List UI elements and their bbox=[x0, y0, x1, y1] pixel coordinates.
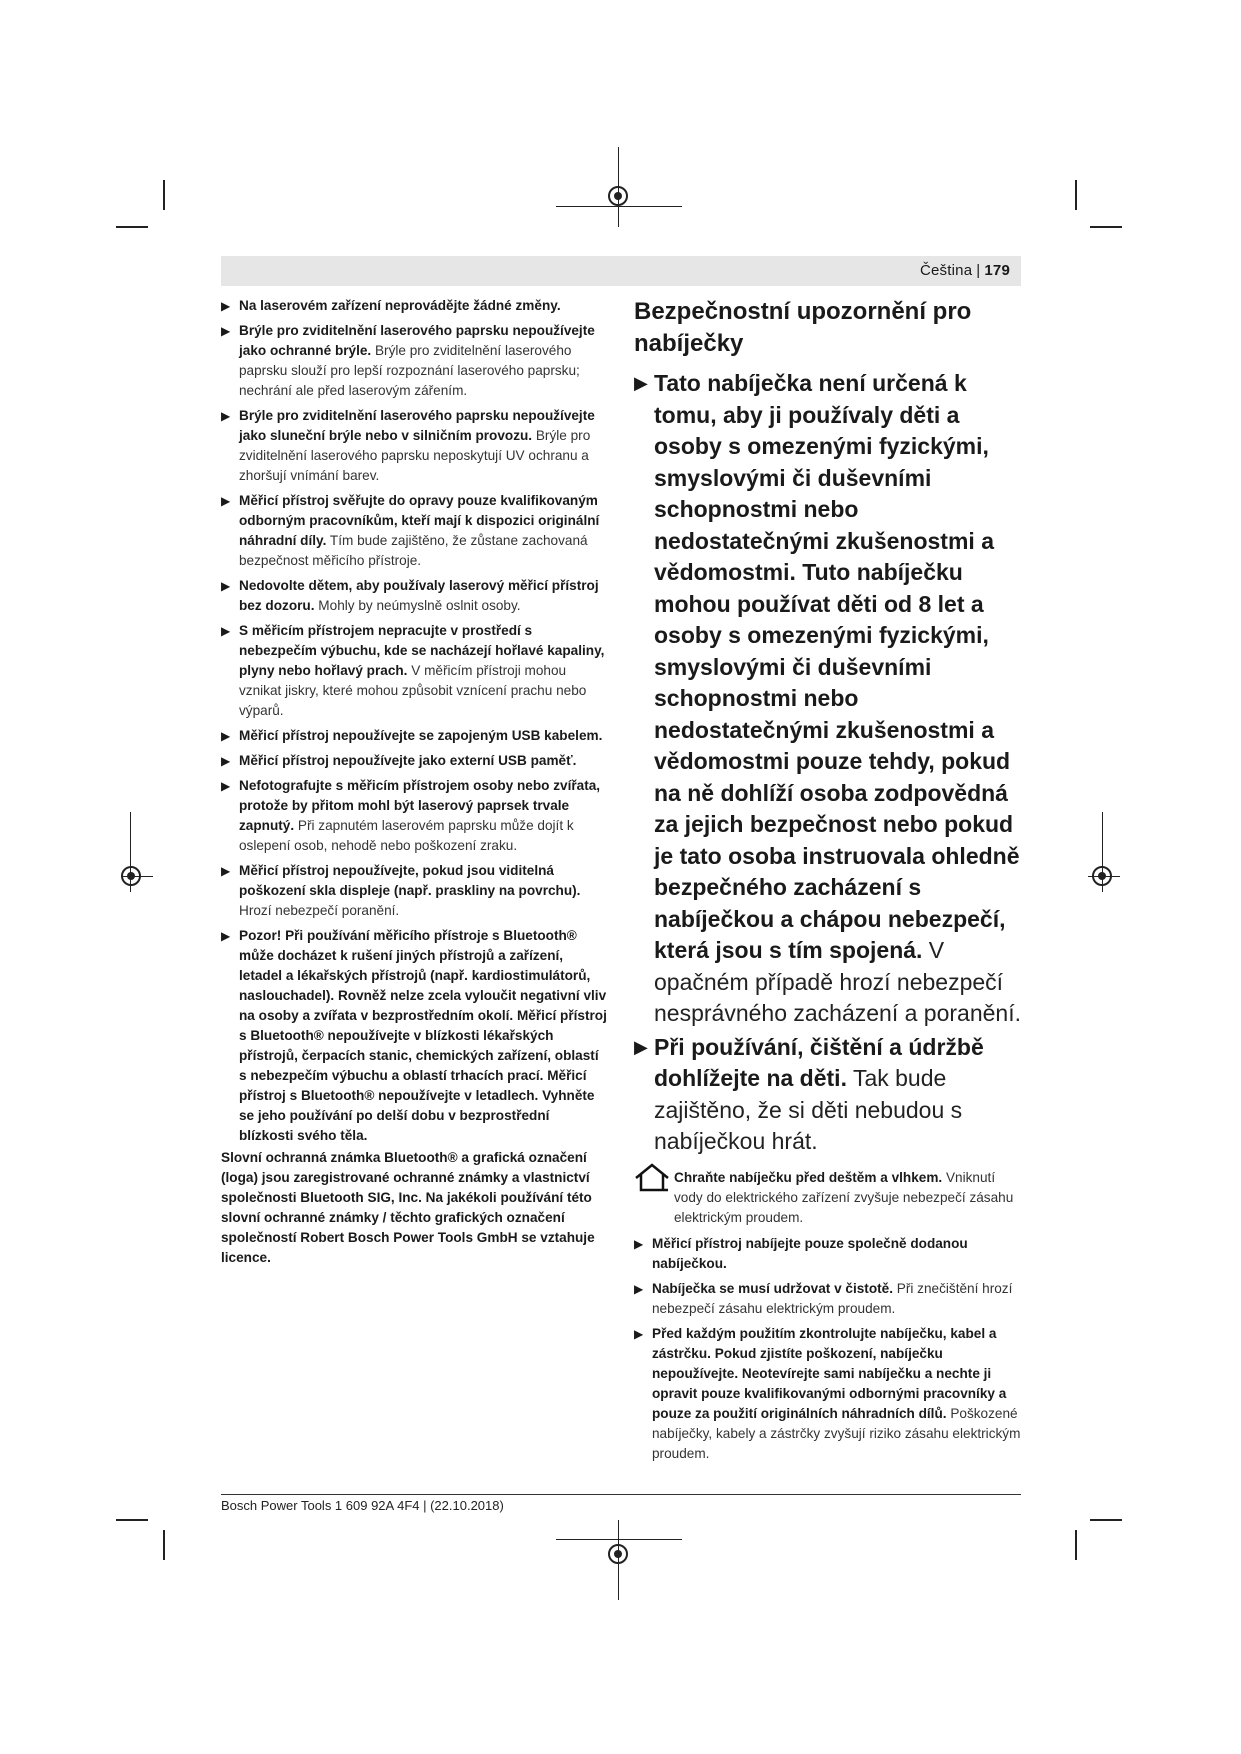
bullet-arrow-icon: ▶ bbox=[221, 409, 231, 423]
charger-warning-item: ▶ Tato nabíječka není určená k tomu, aby ji používaly děti a osoby s omezenými fyzickými, smyslovými či duševními schopnostmi nebo nedostatečnými zkušenostmi a vědomostmi. Tuto nabíječku mohou používat děti od 8 let a osoby s omezenými fyzickými, smyslovými či duševními schopnostmi nebo nedostatečnými zkušenostmi a vědomostmi pouze tehdy, pokud na ně dohlíží osoba zodpovědná za jejich bezpečnost nebo pokud je tato osoba instruovala ohledně bezpečného zacházení s nabíječkou a chápou nebezpečí, která jsou s tím spojená. V opačném případě hrozí nebezpečí nesprávného zacházení a poranění. bbox=[634, 370, 1021, 1026]
bullet-arrow-icon: ▶ bbox=[221, 624, 231, 638]
crop-mark bbox=[1090, 226, 1122, 228]
registration-mark-icon bbox=[608, 186, 628, 206]
header-bar bbox=[221, 256, 1021, 286]
crop-mark bbox=[556, 206, 682, 207]
crop-mark bbox=[116, 1519, 148, 1521]
page-number: 179 bbox=[984, 262, 1010, 279]
safety-item: ▶ Měřicí přístroj nepoužívejte jako externí USB paměť. bbox=[221, 751, 607, 771]
bullet-arrow-icon: ▶ bbox=[221, 929, 231, 943]
bullet-arrow-icon: ▶ bbox=[221, 494, 231, 508]
house-indoor-use-icon bbox=[634, 1162, 670, 1192]
registration-mark-icon bbox=[1092, 866, 1112, 886]
crop-mark bbox=[556, 1539, 682, 1540]
charger-small-list bbox=[634, 1234, 1024, 1464]
safety-item: ▶ Brýle pro zviditelnění laserového paprsku nepoužívejte jako sluneční brýle nebo v silničním provozu. Brýle pro zviditelnění laserového paprsku neposkytují UV ochranu a zhoršují vnímání barev. bbox=[221, 408, 595, 483]
crop-mark bbox=[116, 226, 148, 228]
charger-item: ▶ Měřicí přístroj nabíjejte pouze společně dodanou nabíječkou. bbox=[634, 1235, 968, 1271]
crop-mark bbox=[1075, 180, 1077, 210]
right-column bbox=[634, 296, 1024, 1469]
safety-item: ▶ Pozor! Při používání měřicího přístroje s Bluetooth® může docházet k rušení jiných přístrojů a zařízení, letadel a lékařských přístrojů (např. kardiostimulátorů, naslouchadel). Rovněž nelze zcela vyloučit negativní vliv na osoby a zvířata v bezprostředním okolí. Měřicí přístroj s Bluetooth® nepoužívejte v blízkosti lékařských přístrojů, čerpacích stanic, chemických zařízení, oblastí s nebezpečím výbuchu a oblastí trhacích prací. Měřicí přístroj s Bluetooth® nepoužívejte v letadlech. Vyhněte se jeho používání po delší dobu v bezprostřední blízkosti svého těla. bbox=[221, 928, 607, 1143]
safety-item: ▶ S měřicím přístrojem nepracujte v prostředí s nebezpečím výbuchu, kde se nacházejí hořlavé kapaliny, plyny nebo hořlavý prach. V měřicím přístroji mohou vznikat jiskry, které mohou způsobit vznícení prachu nebo výparů. bbox=[221, 623, 605, 718]
charger-item: ▶ Nabíječka se musí udržovat v čistotě. Při znečištění hrozí nebezpečí zásahu elektrickým proudem. bbox=[634, 1280, 1013, 1316]
safety-item: ▶ Měřicí přístroj nepoužívejte se zapojeným USB kabelem. bbox=[221, 726, 607, 746]
crop-mark bbox=[163, 1530, 165, 1560]
safety-item: ▶ Nefotografujte s měřicím přístrojem osoby nebo zvířata, protože by přitom mohl být laserový paprsek trvale zapnutý. Při zapnutém laserovém paprsku může dojít k oslepení osob, nehodě nebo poškození zraku. bbox=[221, 778, 601, 853]
bullet-arrow-icon: ▶ bbox=[634, 1326, 644, 1341]
bullet-arrow-icon: ▶ bbox=[221, 864, 231, 878]
safety-item: ▶ Na laserovém zařízení neprovádějte žádné změny. bbox=[221, 296, 607, 316]
registration-mark-icon bbox=[608, 1544, 628, 1564]
bullet-arrow-icon: ▶ bbox=[634, 1236, 644, 1251]
safety-item: ▶ Brýle pro zviditelnění laserového paprsku nepoužívejte jako ochranné brýle. Brýle pro zviditelnění laserového paprsku slouží pro lepší rozpoznání laserového paprsku; nechrání ale před laserovým zářením. bbox=[221, 323, 595, 398]
safety-item: ▶ Měřicí přístroj svěřujte do opravy pouze kvalifikovaným odborným pracovníkům, kteří mají k dispozici originální náhradní díly. Tím bude zajištěno, že zůstane zachovaná bezpečnost měřicího přístroje. bbox=[221, 493, 600, 568]
bullet-arrow-icon: ▶ bbox=[221, 324, 231, 338]
trademark-note: Slovní ochranná známka Bluetooth® a grafická označení (loga) jsou zaregistrované ochranné známky a vlastnictví společnosti Bluetooth SIG, Inc. Na jakékoli používání této slovní ochranné známky / těchto grafických označení společností Robert Bosch Power Tools GmbH se vztahuje licence. bbox=[221, 1150, 595, 1265]
page-header: Čeština | 179 bbox=[919, 262, 1010, 279]
bullet-arrow-icon: ▶ bbox=[221, 299, 231, 313]
charger-item: ▶ Před každým použitím zkontrolujte nabíječku, kabel a zástrčku. Pokud zjistíte poškození, nabíječku nepoužívejte. Neotevírejte sami nabíječku a nechte ji opravit pouze kvalifikovanými odbornými pracovníky a pouze za použití originálních náhradních dílů. Poškozené nabíječky, kabely a zástrčky zvyšují riziko zásahu elektrickým proudem. bbox=[634, 1325, 1021, 1461]
indoor-use-note: Chraňte nabíječku před deštěm a vlhkem. Vniknutí vody do elektrického zařízení zvyšuje nebezpečí zásahu elektrickým proudem. bbox=[634, 1168, 1024, 1228]
registration-mark-icon bbox=[121, 866, 141, 886]
bullet-arrow-icon: ▶ bbox=[634, 373, 648, 393]
bullet-arrow-icon: ▶ bbox=[634, 1036, 648, 1057]
crop-mark bbox=[163, 180, 165, 210]
bullet-arrow-icon: ▶ bbox=[221, 779, 231, 793]
left-column bbox=[221, 296, 607, 1268]
safety-item: ▶ Měřicí přístroj nepoužívejte, pokud jsou viditelná poškození skla displeje (např. praskliny na povrchu). Hrozí nebezpečí poranění. bbox=[221, 863, 581, 918]
footer-rule bbox=[221, 1494, 1021, 1495]
crop-mark bbox=[1090, 1519, 1122, 1521]
footer-text: Bosch Power Tools 1 609 92A 4F4 | (22.10.2018) bbox=[221, 1498, 504, 1513]
bullet-arrow-icon: ▶ bbox=[221, 729, 231, 743]
bullet-arrow-icon: ▶ bbox=[221, 579, 231, 593]
section-heading: Bezpečnostní upozornění pro nabíječky bbox=[634, 298, 972, 357]
charger-warning-item: ▶ Při používání, čištění a údržbě dohlížejte na děti. Tak bude zajištěno, že si děti nebudou s nabíječkou hrát. bbox=[634, 1033, 984, 1154]
safety-item: ▶ Nedovolte dětem, aby používaly laserový měřicí přístroj bez dozoru. Mohly by neúmyslně oslnit osoby. bbox=[221, 578, 599, 613]
bullet-arrow-icon: ▶ bbox=[634, 1281, 644, 1296]
header-language: Čeština bbox=[919, 262, 973, 279]
crop-mark bbox=[1075, 1530, 1077, 1560]
bullet-arrow-icon: ▶ bbox=[221, 754, 231, 768]
